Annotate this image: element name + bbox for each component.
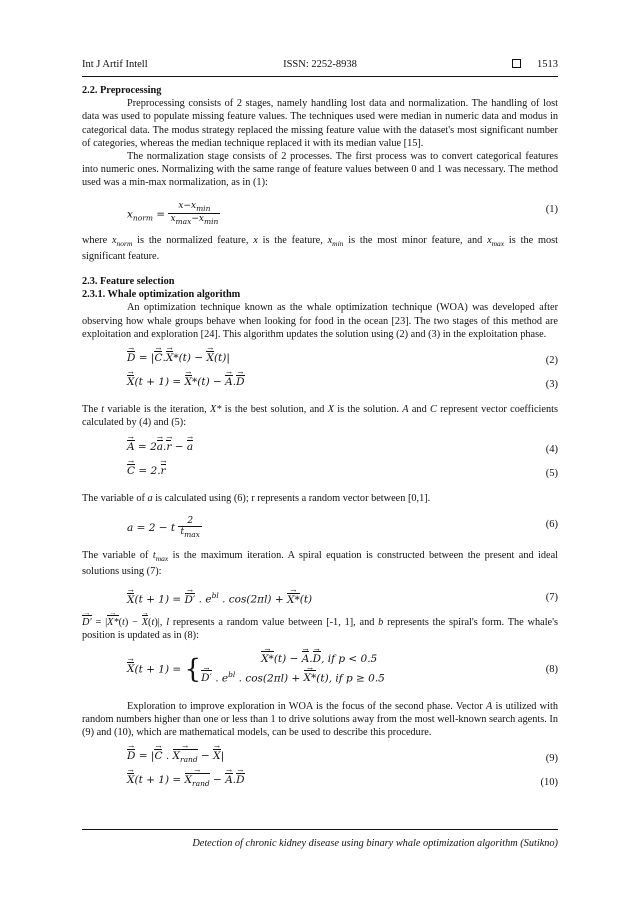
body-text bbox=[82, 84, 558, 794]
equation-2: D → = |C →.X →*(t) − X →(t)| (2) bbox=[82, 348, 558, 372]
equation-7: X →(t + 1) = D′ → . $e^{bl}$ . cos(2πl) + X* →(t) (7) bbox=[82, 585, 558, 609]
paragraph: The variable of a is calculated using (6); r represents a random vector between [0,1]. bbox=[82, 492, 431, 504]
equation-number: (2) bbox=[545, 355, 558, 367]
section-heading-feature-selection: 2.3. Feature selection bbox=[82, 276, 175, 288]
paragraph: Exploration to improve exploration in WOA is the focus of the second phase. Vector A is utilized with random numbers higher than one or less than 1 to drive solutions away from the most well-known search agents. In (9) and (10), which are mathematical models, can be used to describe this procedure. bbox=[82, 700, 558, 738]
equation-number: (1) bbox=[545, 203, 558, 215]
equation-number: (5) bbox=[545, 467, 558, 479]
footer-rule bbox=[82, 829, 558, 830]
section-heading-preprocessing: 2.2. Preprocessing bbox=[82, 85, 162, 96]
equation-number: (6) bbox=[545, 518, 558, 530]
running-header bbox=[82, 59, 558, 75]
running-footer: Detection of chronic kidney disease using binary whale optimization algorithm (Sutikno) bbox=[192, 838, 558, 849]
equation-1: $x_{norm}$ = $\frac{x-x_{min}}{x_{max}-x_{min}}$ (1) bbox=[127, 200, 558, 227]
page-number-block bbox=[512, 59, 558, 70]
checkbox-icon bbox=[512, 59, 521, 68]
equation-5: C → = 2.r → (5) bbox=[82, 461, 558, 485]
paragraph: Preprocessing consists of 2 stages, namely handling lost data and normalization. The handling of lost data was used to populate missing feature values. The techniques used were median in numeric data and modus in categorical data. The modus strategy replaced the missing feature value with the dataset's most significant number of categories, whereas the median technique replaced it with its median value [15]. bbox=[82, 98, 558, 149]
equation-number: (10) bbox=[540, 777, 558, 789]
equation-number: (8) bbox=[545, 663, 558, 675]
equation-4: A → = 2a →.r → − a → (4) bbox=[82, 437, 558, 461]
paragraph: D′ → = |X* →(t) − X →(t)|, l represents a random value between [-1, 1], and b represents the spiral's form. The whale's position is updated as in (8): bbox=[82, 616, 558, 642]
equation-3: X →(t + 1) = X →*(t) − A →.D → (3) bbox=[82, 372, 558, 396]
equation-6: a = 2 − t $\frac{2}{t_{max}}$ (6) bbox=[127, 515, 558, 539]
equation-number: (9) bbox=[545, 753, 558, 765]
page-number: 1513 bbox=[537, 59, 558, 70]
paragraph: The normalization stage consists of 2 processes. The first process was to convert categorical features into numeric ones. Normalizing with the same range of feature values between 0 and 1 was necessary. The method used was a min-max normalization, as in (1): bbox=[82, 151, 558, 189]
paragraph: The variable of $t_{max}$ is the maximum iteration. A spiral equation is constructed between the present and ideal solutions using (7): bbox=[82, 549, 559, 577]
header-rule bbox=[82, 76, 558, 77]
paragraph: where $x_{norm}$ is the normalized feature, x is the feature, $x_{min}$ is the most minor feature, and $x_{max}$ is the most significant feature. bbox=[82, 234, 558, 262]
paragraph: An optimization technique known as the whale optimization technique (WOA) was developed after observing how whale groups behave when looking for food in the ocean [23]. The two stages of this method are exploitation and exploration [24]. This algorithm updates the solution using (2) and (3) in the exploitation phase. bbox=[82, 302, 558, 340]
issn: ISSN: 2252-8938 bbox=[283, 59, 357, 70]
equation-number: (3) bbox=[545, 379, 558, 391]
subsection-heading-woa: 2.3.1. Whale optimization algorithm bbox=[82, 289, 241, 301]
equation-8: X →(t + 1) = { X* →(t) − A →.D →, if p < 0.5 D′ → . $e^{bl}$ . cos(2πl) + X* →(t), if p ≥ 0.5 (8) bbox=[82, 650, 558, 688]
equation-10: $X \to(t + 1) = X_{rand}$ → − A →.D → (10) bbox=[82, 770, 558, 794]
equation-9: D → = |C → . $X_{rand}$ → − X →| (9) bbox=[82, 746, 558, 770]
paragraph: The t variable is the iteration, X* is the best solution, and X is the solution. A and C represent vector coefficients calculated by (4) and (5): bbox=[82, 404, 558, 429]
equation-number: (7) bbox=[545, 592, 558, 604]
journal-name: Int J Artif Intell bbox=[82, 59, 148, 70]
equation-number: (4) bbox=[545, 443, 558, 455]
